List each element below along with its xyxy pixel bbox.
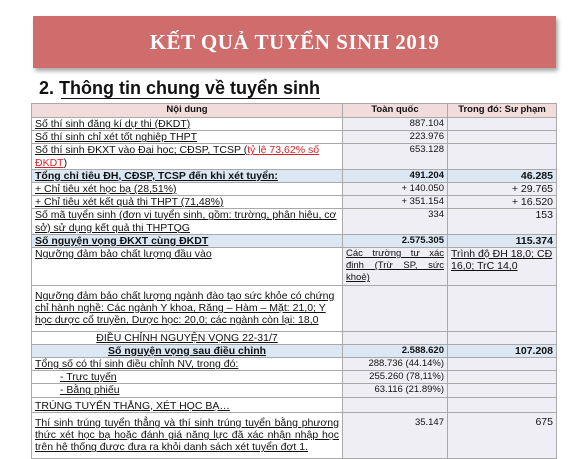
table-row: [32, 169, 557, 182]
row-label: ĐIỀU CHỈNH NGUYỆN VỌNG 22-31/7: [32, 331, 343, 344]
table-row: [32, 285, 557, 331]
row-label: Số thí sinh chỉ xét tốt nghiệp THPT: [32, 131, 343, 144]
row-pedagogy: + 16.520: [448, 196, 557, 209]
table-row: [32, 118, 557, 131]
row-pedagogy: [448, 358, 557, 371]
row-label: Ngưỡng đảm bảo chất lượng đầu vào: [32, 248, 343, 286]
row-pedagogy: 107.208: [448, 344, 557, 357]
row-national: 223.976: [343, 131, 448, 144]
table-row: [32, 384, 557, 397]
row-national: [343, 397, 448, 412]
table-row: [32, 371, 557, 384]
row-label: Số thí sinh ĐKXT vào Đại học; CĐSP, TCSP (tỷ lệ 73,62% số ĐKDT): [32, 144, 343, 169]
row-pedagogy: 675: [448, 412, 557, 458]
row-national: 255.260 (78,11%): [343, 371, 448, 384]
row-label: Tổng chỉ tiêu ĐH, CĐSP, TCSP đến khi xét tuyển:: [32, 169, 343, 182]
row-label: Số nguyện vọng sau điều chỉnh: [32, 344, 343, 357]
row-pedagogy: [448, 331, 557, 344]
table-row: [32, 183, 557, 196]
row-label: - Bằng phiếu: [32, 384, 343, 397]
row-pedagogy: [448, 371, 557, 384]
table-row: [32, 358, 557, 371]
row-label: Số thí sinh đăng kí dự thi (ĐKDT): [32, 118, 343, 131]
table-row: [32, 331, 557, 344]
row-label: Thí sinh trúng tuyển thẳng và thí sinh trúng tuyển bằng phương thức xét học bạ hoặc đánh giá năng lực đã xác nhận nhập học trên hệ thống được đưa ra khỏi danh sách xét tuyển đợt 1.: [32, 412, 343, 458]
table-row: [32, 196, 557, 209]
row-national: 288.736 (44.14%): [343, 358, 448, 371]
row-pedagogy: Trình độ ĐH 18,0; CĐ 16,0; TrC 14,0: [448, 248, 557, 286]
row-label: Tổng số có thí sinh điều chỉnh NV, trong đó:: [32, 358, 343, 371]
header-national: Toàn quốc: [343, 104, 448, 118]
row-label: Ngưỡng đảm bảo chất lượng ngành đào tạo sức khỏe có chứng chỉ hành nghề: Các ngành Y khoa, Răng – Hàm – Mặt: 21,0; Y học dược cổ truyền, Dược học: 20,0; các ngành còn lại: 18,0: [32, 285, 343, 331]
row-pedagogy: [448, 131, 557, 144]
row-national: 491.204: [343, 169, 448, 182]
table-row: [32, 144, 557, 169]
row-pedagogy: 46.285: [448, 169, 557, 182]
row-national: 35.147: [343, 412, 448, 458]
row-pedagogy: 153: [448, 209, 557, 234]
row-pedagogy: [448, 384, 557, 397]
ratio-highlight: tỷ lệ 73,62% số ĐKDT: [35, 144, 320, 169]
table-row: [32, 131, 557, 144]
row-pedagogy: [448, 118, 557, 131]
row-national: [343, 331, 448, 344]
header-content: Nội dung: [32, 104, 343, 118]
row-national: Các trường tự xác định (Trừ SP, sức khoẻ): [343, 248, 448, 286]
table-row: [32, 397, 557, 412]
row-pedagogy: [448, 144, 557, 169]
row-label: - Trực tuyến: [32, 371, 343, 384]
row-label: + Chỉ tiêu xét kết quả thi THPT (71,48%): [32, 196, 343, 209]
header-pedagogy: Trong đó: Sư phạm: [448, 104, 557, 118]
table-header-row: [32, 104, 557, 118]
section-title: 2. Thông tin chung về tuyển sinh: [39, 78, 321, 98]
row-national: + 351.154: [343, 196, 448, 209]
table-row: [32, 248, 557, 286]
table-row: [32, 234, 557, 247]
table-row: [32, 412, 557, 458]
row-pedagogy: [448, 397, 557, 412]
row-national: [343, 285, 448, 331]
row-label: TRÚNG TUYỂN THẲNG, XÉT HỌC BẠ…: [32, 397, 343, 412]
row-label: + Chỉ tiêu xét học bạ (28,51%): [32, 183, 343, 196]
row-pedagogy: 115.374: [448, 234, 557, 247]
row-national: 2.575.305: [343, 234, 448, 247]
banner-title: KẾT QUẢ TUYỂN SINH 2019: [149, 29, 440, 54]
section-title-underline: [61, 98, 320, 99]
row-label: Số mã tuyển sinh (đơn vị tuyển sinh, gồm: trường, phân hiệu, cơ sở) sử dụng kết quả thi THPTQG: [32, 209, 343, 234]
row-national: 2.588.620: [343, 344, 448, 357]
table-row: [32, 209, 557, 234]
admission-results-table: [31, 103, 557, 459]
title-banner: [33, 16, 556, 68]
row-pedagogy: + 29.765: [448, 183, 557, 196]
row-national: 887.104: [343, 118, 448, 131]
row-pedagogy: [448, 285, 557, 331]
row-national: 334: [343, 209, 448, 234]
row-national: + 140.050: [343, 183, 448, 196]
table-row: [32, 344, 557, 357]
row-national: 63.116 (21.89%): [343, 384, 448, 397]
row-national: 653.128: [343, 144, 448, 169]
row-label: Số nguyện vọng ĐKXT cùng ĐKDT: [32, 234, 343, 247]
